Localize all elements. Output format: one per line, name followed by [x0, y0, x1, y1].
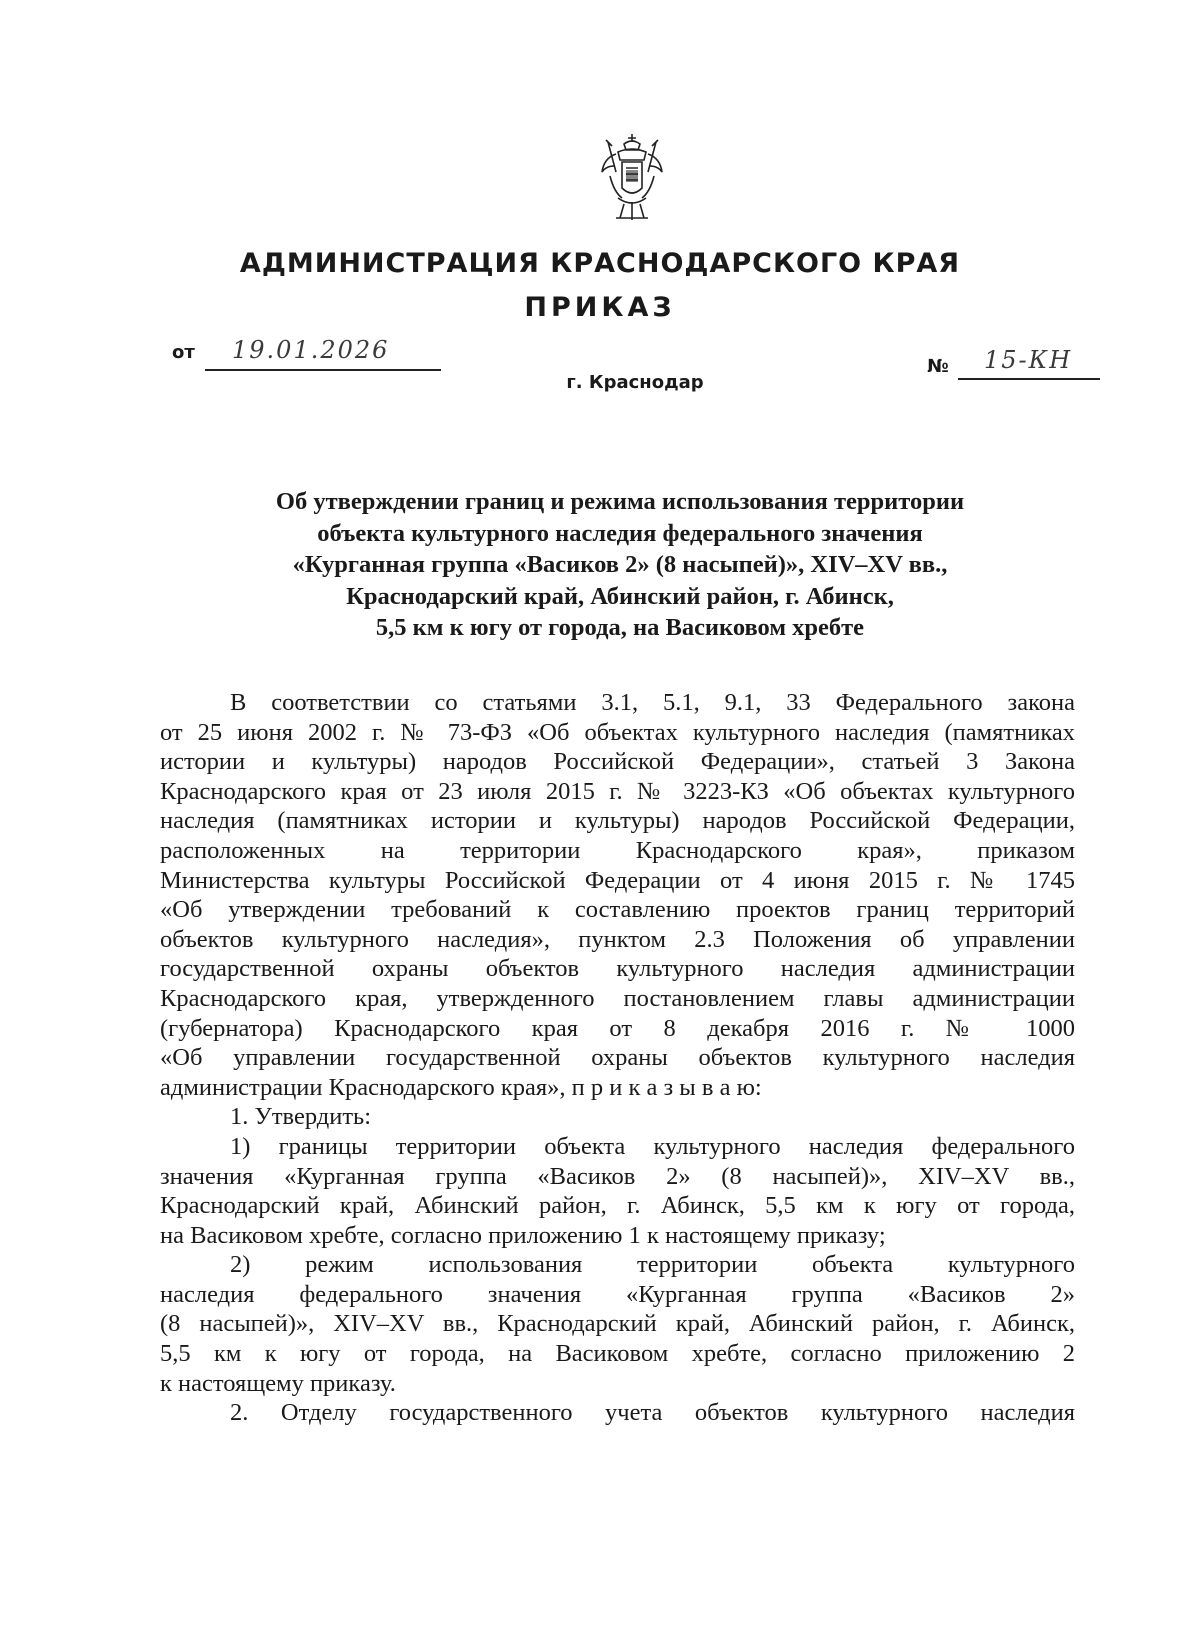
body-line: Краснодарского края, утвержденного постановлением главы администрации	[160, 984, 1075, 1012]
date-prefix: от	[172, 342, 195, 363]
body-line: наследия (памятниках истории и культуры) народов Российской Федерации,	[160, 807, 1075, 835]
body-line: 2) режим использования территории объекта культурного	[230, 1251, 1075, 1279]
subject-line: объекта культурного наследия федерального значения	[317, 519, 923, 547]
body-line: 5,5 км к югу от города, на Васиковом хребте, согласно приложению 2	[160, 1340, 1075, 1368]
body-line: Министерства культуры Российской Федерации от 4 июня 2015 г. № 1745	[160, 866, 1075, 894]
coat-of-arms-emblem	[596, 132, 668, 224]
body-line: 1) границы территории объекта культурного наследия федерального	[230, 1132, 1075, 1160]
document-type: ПРИКАЗ	[524, 292, 676, 323]
document-subject	[160, 486, 1080, 644]
date-underline	[205, 369, 441, 371]
subject-line: «Курганная группа «Васиков 2» (8 насыпей)», XIV–XV вв.,	[292, 551, 948, 578]
body-line: расположенных на территории Краснодарского края», приказом	[160, 836, 1075, 864]
handwritten-date: 19.01.2026	[232, 336, 390, 364]
body-line: администрации Краснодарского края», п р и к а з ы в а ю:	[160, 1073, 762, 1101]
body-line: 2. Отделу государственного учета объектов культурного наследия	[230, 1399, 1075, 1427]
body-line: от 25 июня 2002 г. № 73-ФЗ «Об объектах культурного наследия (памятниках	[160, 718, 1075, 746]
body-line: на Васиковом хребте, согласно приложению 1 к настоящему приказу;	[160, 1221, 886, 1249]
body-line: «Об управлении государственной охраны объектов культурного наследия	[160, 1044, 1075, 1072]
body-line: к настоящему приказу.	[160, 1369, 396, 1397]
body-line: (губернатора) Краснодарского края от 8 декабря 2016 г. № 1000	[160, 1014, 1075, 1042]
body-line: истории и культуры) народов Российской Федерации», статьей 3 Закона	[160, 748, 1075, 776]
body-line: объектов культурного наследия», пунктом 2.3 Положения об управлении	[160, 925, 1075, 953]
organization-title: АДМИНИСТРАЦИЯ КРАСНОДАРСКОГО КРАЯ	[239, 248, 961, 279]
number-prefix: №	[927, 356, 949, 377]
city-name: г. Краснодар	[566, 372, 704, 393]
body-line: В соответствии со статьями 3.1, 5.1, 9.1, 33 Федерального закона	[230, 689, 1075, 716]
handwritten-number: 15-КН	[984, 346, 1073, 374]
body-line: 1. Утвердить:	[230, 1103, 372, 1131]
document-body	[160, 688, 1075, 1428]
body-line: Краснодарский край, Абинский район, г. Абинск, 5,5 км к югу от города,	[160, 1192, 1075, 1220]
subject-line: 5,5 км к югу от города, на Васиковом хребте	[375, 614, 865, 641]
body-line: государственной охраны объектов культурного наследия администрации	[160, 955, 1075, 983]
subject-line: Краснодарский край, Абинский район, г. Абинск,	[346, 582, 894, 610]
body-line: (8 насыпей)», XIV–XV вв., Краснодарский край, Абинский район, г. Абинск,	[160, 1310, 1075, 1338]
body-line: наследия федерального значения «Курганная группа «Васиков 2»	[160, 1280, 1075, 1308]
body-line: Краснодарского края от 23 июля 2015 г. № 3223-КЗ «Об объектах культурного	[160, 777, 1075, 805]
body-line: значения «Курганная группа «Васиков 2» (8 насыпей)», XIV–XV вв.,	[160, 1162, 1075, 1190]
subject-line: Об утверждении границ и режима использования территории	[275, 488, 965, 515]
body-line: «Об утверждении требований к составлению проектов границ территорий	[160, 896, 1075, 924]
